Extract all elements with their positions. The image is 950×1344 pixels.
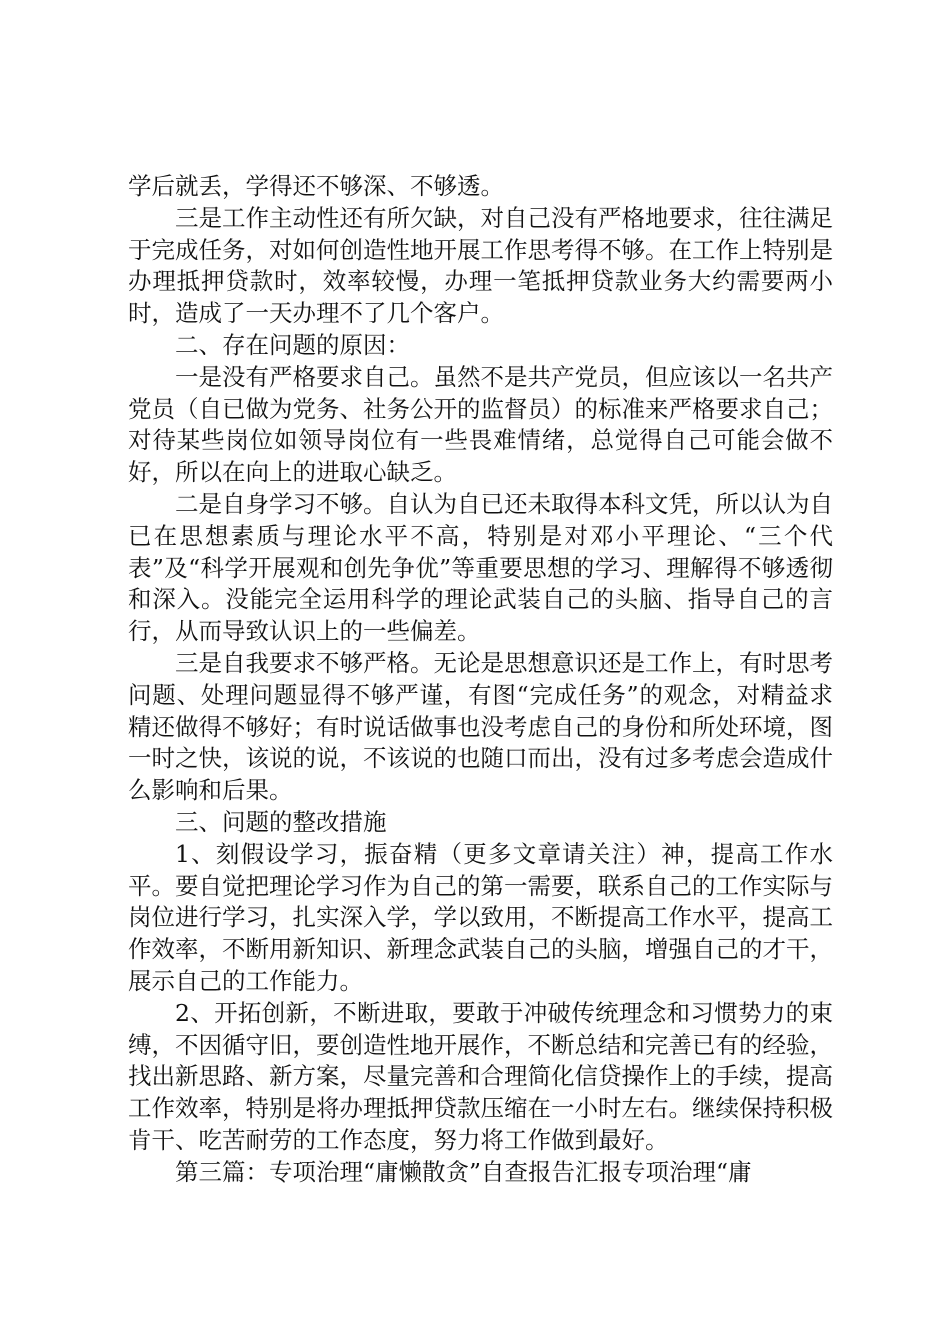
paragraph-measure-two: 2、开拓创新，不断进取，要敢于冲破传统理念和习惯势力的束缚，不因循守旧，要创造性地开展作，不断总结和完善已有的经验，找出新思路、新方案，尽量完善和合理简化信贷操作上的手续，提高工作效率，特别是将办理抵押贷款压缩在一小时左右。继续保持积极肯干、吃苦耐劳的工作态度，努力将工作做到最好。	[128, 998, 833, 1154]
paragraph-measure-one: 1、刻假设学习，振奋精（更多文章请关注）神，提高工作水平。要自觉把理论学习作为自己的第一需要，联系自己的工作实际与岗位进行学习，扎实深入学，学以致用，不断提高工作水平，提高工作效率，不断用新知识、新理念武装自己的头脑，增强自己的才干，展示自己的工作能力。	[128, 839, 833, 995]
paragraph-cause-three: 三是自我要求不够严格。无论是思想意识还是工作上，有时思考问题、处理问题显得不够严谨，有图“完成任务”的观念，对精益求精还做得不够好；有时说话做事也没考虑自己的身份和所处环境，图一时之快，该说的说，不该说的也随口而出，没有过多考虑会造成什么影响和后果。	[128, 648, 833, 805]
paragraph-cause-two: 二是自身学习不够。自认为自已还未取得本科文凭，所以认为自已在思想素质与理论水平不高，特别是对邓小平理论、“三个代表”及“科学开展观和创先争优”等重要思想的学习、理解得不够透彻和深入。没能完全运用科学的理论武装自己的头脑、指导自己的言行，从而导致认识上的一些偏差。	[128, 489, 833, 646]
paragraph-cause-one: 一是没有严格要求自己。虽然不是共产党员，但应该以一名共产党员（自已做为党务、社务公开的监督员）的标准来严格要求自己；对待某些岗位如领导岗位有一些畏难情绪，总觉得自己可能会做不好，所以在向上的进取心缺乏。	[128, 362, 833, 487]
paragraph-continuation: 学后就丢，学得还不够深、不够透。	[128, 172, 504, 200]
paragraph-problem-three: 三是工作主动性还有所欠缺，对自己没有严格地要求，往往满足于完成任务，对如何创造性地开展工作思考得不够。在工作上特别是办理抵押贷款时，效率较慢，办理一笔抵押贷款业务大约需要两小时，造成了一天办理不了几个客户。	[128, 203, 833, 328]
chapter-heading-three: 第三篇：专项治理“庸懒散贪”自查报告汇报专项治理“庸	[175, 1157, 752, 1186]
document-body	[128, 171, 833, 1189]
section-heading-causes: 二、存在问题的原因：	[175, 330, 410, 359]
section-heading-measures: 三、问题的整改措施	[175, 807, 387, 836]
